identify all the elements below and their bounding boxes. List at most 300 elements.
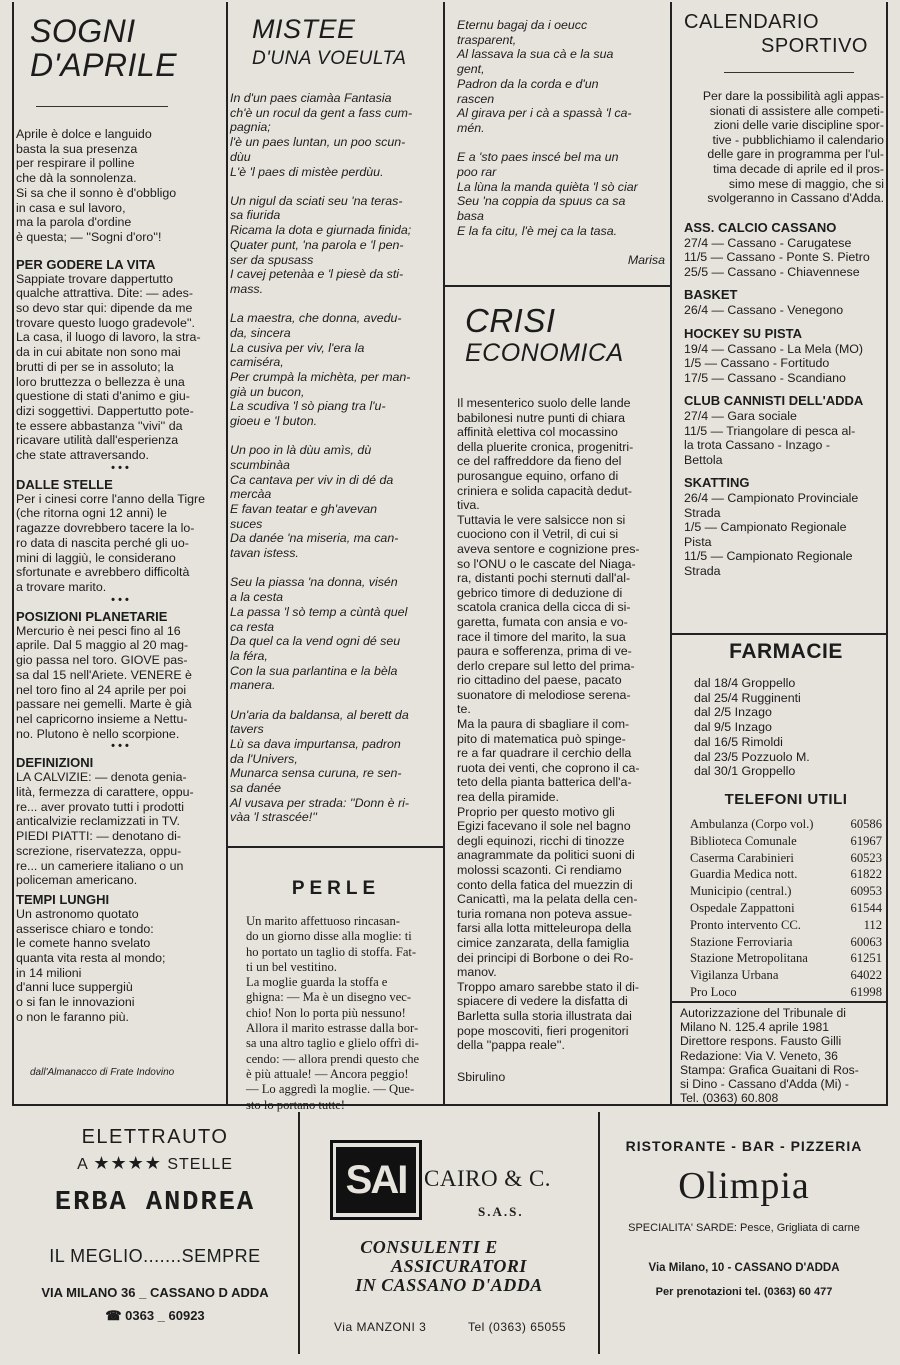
perle-text bbox=[230, 914, 442, 1113]
crisi-line: race il timore del marito, la sua bbox=[457, 629, 626, 644]
mistee-column bbox=[230, 14, 442, 844]
crisi-line: spiacere di vedere la disfatta di bbox=[457, 994, 628, 1009]
calendario-intro-line: tima decade di aprile ed il pros- bbox=[713, 161, 884, 176]
poem-line: Per crumpà la michèta, per man- bbox=[230, 369, 411, 384]
intro-line: in casa e sul lavoro, bbox=[16, 200, 126, 215]
sport-fixtures bbox=[684, 409, 884, 467]
perle-line: è più attuale! — Ancora peggio! bbox=[246, 1066, 409, 1081]
colophon-line: si Dino - Cassano d'Adda (Mi) - bbox=[680, 1077, 849, 1092]
title-underline bbox=[36, 106, 168, 107]
poem-line: La maestra, che donna, avedu- bbox=[230, 311, 402, 326]
olimpia-name: Olimpia bbox=[678, 1165, 810, 1207]
sogni-title-line1: SOGNI bbox=[30, 13, 136, 49]
crisi-line: garetta, fumata con ansia e vo- bbox=[457, 614, 628, 629]
telefono-row bbox=[690, 816, 882, 833]
section-line: ricavare utilità dall'esperienza bbox=[16, 433, 179, 448]
sai-tel: Tel (0363) 65055 bbox=[468, 1320, 567, 1334]
calendario-intro-line: sionati di assistere alle competi- bbox=[709, 103, 884, 118]
column-rule-1 bbox=[226, 2, 228, 1104]
crisi-line: molossi scazonti. Ci rendiamo bbox=[457, 863, 622, 877]
perle-top-rule bbox=[228, 846, 443, 848]
elettrauto-name: ERBA ANDREA bbox=[54, 1188, 256, 1218]
crisi-line: dei principi di Borbone o dei Ro- bbox=[457, 950, 634, 965]
section-line: ro data di nascita perché gli uo- bbox=[16, 535, 189, 550]
fixture-line: la trota Cassano - Inzago - bbox=[684, 438, 831, 453]
farmacia-line: dal 9/5 Inzago bbox=[694, 720, 772, 735]
poem-line: trasparent, bbox=[457, 32, 517, 47]
colophon-text bbox=[678, 1006, 884, 1105]
perle-line: ghigna: — Ma è un disegno vec- bbox=[246, 990, 412, 1005]
poem-line: dùu bbox=[230, 149, 251, 164]
poem-line: Quater punt, 'na parola e 'l pen- bbox=[230, 237, 404, 252]
crisi-line: Ma la paura di sbagliare il com- bbox=[457, 717, 630, 732]
farmacie-top-rule bbox=[670, 633, 886, 635]
crisi-line: cimice zanzarata, della famiglia bbox=[457, 935, 630, 950]
fixture-line: Strada bbox=[684, 563, 721, 578]
calendario-groups bbox=[684, 220, 884, 579]
elettrauto-heading: ELETTRAUTO bbox=[81, 1126, 229, 1148]
crisi-line: purosangue equino, orfano di bbox=[457, 468, 619, 483]
section-line: a trovare marito. bbox=[16, 579, 107, 594]
crisi-title-line2: ECONOMICA bbox=[465, 339, 624, 367]
sport-heading: SKATTING bbox=[684, 475, 750, 491]
poem-line: da, sincera bbox=[230, 325, 291, 340]
section-line: mini di laggiù, le considerano bbox=[16, 550, 176, 565]
poem-line: Lù sa dava impurtansa, padron bbox=[230, 736, 401, 751]
section-line: Sappiate trovare dappertutto bbox=[16, 271, 174, 286]
fixture-line: 26/4 — Cassano - Venegono bbox=[684, 303, 844, 318]
crisi-line: conto della fatica del muezzin di bbox=[457, 877, 633, 892]
telefono-row bbox=[690, 984, 882, 1001]
poem-line: Ca cantava per viv in di dé da bbox=[230, 472, 394, 487]
elettrauto-stelle: STELLE bbox=[167, 1156, 233, 1173]
perle-line: Un marito affettuoso rincasan- bbox=[246, 914, 400, 928]
perle-line: chio! Non lo porta più nessuno! bbox=[246, 1005, 406, 1020]
poem-line: gent, bbox=[457, 62, 485, 77]
intro-line: che dà la sonnolenza. bbox=[16, 171, 137, 186]
section-line: le comete hanno svelato bbox=[16, 936, 151, 951]
fixture-line: 25/5 — Cassano - Chiavennese bbox=[684, 264, 860, 279]
crisi-column bbox=[457, 293, 669, 1093]
poem-line: Da danée 'na miseria, ma can- bbox=[230, 531, 399, 546]
poem-stanza bbox=[230, 194, 442, 297]
section-line: questione di stati d'animo e giu- bbox=[16, 389, 190, 404]
farmacia-line: dal 18/4 Groppello bbox=[694, 676, 796, 690]
section-line: trovare questo luogo gradevole''. bbox=[16, 315, 196, 330]
almanacco-credit: dall'Almanacco di Frate Indovino bbox=[30, 1066, 175, 1078]
fixture-line: Bettola bbox=[684, 452, 723, 467]
fixture-line: 11/5 — Campionato Regionale bbox=[684, 549, 853, 564]
poem-line: la féra, bbox=[230, 648, 268, 663]
calendario-column bbox=[684, 10, 884, 632]
poem-line: poo rar bbox=[457, 164, 497, 179]
section-line: La casa, il luogo di lavoro, la stra- bbox=[16, 330, 201, 345]
crisi-line: babilonesi nutre punti di chiara bbox=[457, 410, 626, 425]
telefono-name: Guardia Medica nott. bbox=[690, 867, 798, 882]
telefono-row bbox=[690, 934, 882, 951]
poem-stanza bbox=[230, 708, 442, 826]
elettrauto-phone-line bbox=[12, 1308, 298, 1324]
telefono-row bbox=[690, 917, 882, 934]
crisi-line: ce del raffreddore da fieno del bbox=[457, 454, 622, 469]
poem-line: Da quel ca la vend ogni dé seu bbox=[230, 634, 401, 649]
sport-fixtures bbox=[684, 491, 884, 578]
crisi-line: pito di matematica può spinge- bbox=[457, 731, 626, 746]
intro-line: ma la parola d'ordine bbox=[16, 215, 132, 230]
section-line: policeman americano. bbox=[16, 873, 138, 888]
section-line: LA CALVIZIE: — denota genia- bbox=[16, 770, 187, 785]
telefono-name: Ospedale Zappattoni bbox=[690, 900, 795, 915]
poem-line: pagnia; bbox=[230, 120, 271, 135]
colophon-line: Tel. (0363) 60.808 bbox=[680, 1091, 779, 1106]
poem-line: Munarca sensa curuna, re sen- bbox=[230, 766, 402, 781]
fixture-line: 11/5 — Triangolare di pesca al- bbox=[684, 423, 856, 438]
section-line: passare nei gemelli. Marte è già bbox=[16, 697, 192, 712]
sai-line2: ASSICURATORI bbox=[391, 1256, 527, 1276]
farmacie-list bbox=[690, 676, 882, 779]
sai-logo: SAI bbox=[336, 1147, 416, 1213]
section-line: d'anni luce suppergiù bbox=[16, 980, 133, 995]
perle-line: sa una altro taglio e glielo offrì di- bbox=[246, 1036, 419, 1051]
elettrauto-ad bbox=[12, 1112, 300, 1354]
poem-line: Al lassava la sua cà e la sua bbox=[457, 47, 614, 62]
telefono-name: Pronto intervento CC. bbox=[690, 917, 801, 932]
section-line: (che ritorna ogni 12 anni) le bbox=[16, 506, 167, 521]
poem-stanza bbox=[230, 91, 442, 179]
colophon-box bbox=[678, 1006, 884, 1106]
section-line: aprile. Dal 5 maggio al 20 mag- bbox=[16, 638, 189, 653]
telefono-number: 64022 bbox=[850, 968, 882, 983]
farmacie-telefoni-box bbox=[690, 640, 882, 1000]
section-line: nel capricorno insieme a Nettu- bbox=[16, 711, 188, 726]
crisi-paragraph bbox=[457, 513, 669, 717]
telefono-number: 112 bbox=[863, 917, 882, 932]
fixture-line: 27/4 — Cassano - Carugatese bbox=[684, 235, 852, 250]
section-heading: TEMPI LUNGHI bbox=[16, 891, 110, 907]
poem-stanza bbox=[230, 443, 442, 561]
column-rule-2 bbox=[443, 2, 445, 1104]
intro-line: Aprile è dolce e languido bbox=[16, 127, 152, 141]
section-heading: DALLE STELLE bbox=[16, 476, 113, 492]
section-line: te essere abbastanza ''vivi'' da bbox=[16, 418, 183, 433]
farmacia-line: dal 25/4 Rugginenti bbox=[694, 690, 801, 705]
section-line: Per i cinesi corre l'anno della Tigre bbox=[16, 491, 206, 506]
poem-line: ser da spusass bbox=[230, 252, 314, 267]
poem-line: manera. bbox=[230, 678, 276, 693]
poem-line: mén. bbox=[457, 120, 485, 135]
crisi-line: derlo crepare sul letto del prima- bbox=[457, 658, 635, 673]
section-line: brutti di per se in assoluto; la bbox=[16, 359, 174, 374]
crisi-line: Troppo amaro sarebbe stato il di- bbox=[457, 979, 640, 994]
section-line: ragazze dovrebbero tacere la lo- bbox=[16, 521, 195, 536]
section-line: lità, fermezza di carattere, oppu- bbox=[16, 785, 194, 800]
mistee-title: MISTEE bbox=[252, 14, 356, 44]
section-line: o si fan le innovazioni bbox=[16, 995, 135, 1010]
poem-line: Con la sua parlantina e la bèla bbox=[230, 663, 398, 678]
poem-line: Padron da la corda e d'un bbox=[457, 76, 599, 91]
colophon-line: Milano N. 125.4 aprile 1981 bbox=[680, 1020, 830, 1035]
separator-dots: • • • bbox=[111, 593, 129, 606]
crisi-paragraph bbox=[457, 805, 669, 980]
intro-line: per respirare il polline bbox=[16, 156, 135, 171]
section-line: da in cui abitate non sono mai bbox=[16, 345, 181, 360]
elettrauto-address: VIA MILANO 36 _ CASSANO D ADDA bbox=[41, 1285, 269, 1300]
poem-stanza bbox=[230, 311, 442, 429]
phone-icon: ☎ bbox=[105, 1308, 122, 1323]
poem-line: Eternu bagaj da i oeucc bbox=[457, 18, 588, 32]
poem-line: sa fiurida bbox=[230, 208, 281, 223]
crisi-line: tiva. bbox=[457, 498, 480, 513]
fixture-line: 17/5 — Cassano - Scandiano bbox=[684, 370, 846, 385]
telefono-name: Stazione Ferroviaria bbox=[690, 934, 793, 949]
olimpia-booking: Per prenotazioni tel. (0363) 60 477 bbox=[655, 1286, 833, 1298]
poem-line: vàa 'l strascée!'' bbox=[230, 810, 317, 825]
poem-line: ca resta bbox=[230, 619, 275, 634]
crisi-line: so l'ONU o le cascate del Niaga- bbox=[457, 556, 636, 571]
mistee-subtitle: D'UNA VOEULTA bbox=[252, 48, 407, 69]
poem-line: In d'un paes ciamàa Fantasia bbox=[230, 91, 392, 105]
poem-line: La cusiva per viv, l'era la bbox=[230, 340, 365, 355]
mistee-author: Marisa bbox=[627, 252, 665, 267]
crisi-author: Sbirulino bbox=[457, 1069, 506, 1084]
poem-line: E la fa citu, l'è mej ca la tasa. bbox=[457, 223, 618, 238]
calendario-intro-line: svolgeranno in Cassano d'Adda. bbox=[707, 191, 884, 206]
farmacia-line: dal 30/1 Groppello bbox=[694, 764, 796, 779]
intro-line: è questa; — ''Sogni d'oro''! bbox=[16, 229, 162, 244]
telefono-number: 61967 bbox=[850, 833, 882, 848]
poem-line: Al girava per i cà a spassà 'l ca- bbox=[457, 106, 632, 121]
telefono-number: 61998 bbox=[850, 984, 882, 999]
section-heading: POSIZIONI PLANETARIE bbox=[16, 608, 168, 624]
poem-line: suces bbox=[230, 516, 263, 531]
elettrauto-phone: 0363 _ 60923 bbox=[125, 1308, 205, 1323]
poem-line: La passa 'l sò temp a cùntà quel bbox=[230, 604, 408, 619]
section-line: quanta vita resta al mondo; bbox=[16, 951, 166, 966]
fixture-line: 1/5 — Campionato Regionale bbox=[684, 520, 847, 535]
telefono-row bbox=[690, 866, 882, 883]
poem-line: Al vusava per strada: ''Donn è ri- bbox=[230, 795, 409, 810]
poem-line: rascen bbox=[457, 91, 495, 106]
perle-line: sto lo portano tutte! bbox=[246, 1097, 345, 1112]
fixture-line: Strada bbox=[684, 505, 721, 520]
section-line: sfortunate e avrebbero difficoltà bbox=[16, 565, 190, 580]
poem-line: tavan istess. bbox=[230, 546, 299, 561]
crisi-top-rule bbox=[443, 285, 670, 287]
crisi-line: pope moscoviti, fieri progenitori bbox=[457, 1023, 629, 1038]
perle-line: do un giorno disse alla moglie: ti bbox=[246, 929, 412, 944]
calendario-intro-line: tive - pubblichiamo il calendario bbox=[712, 132, 884, 147]
crisi-line: affinità elettiva col mocassino bbox=[457, 425, 618, 440]
poem-line: camiséra, bbox=[230, 355, 284, 370]
sogni-column bbox=[16, 14, 224, 1094]
telefono-row bbox=[690, 833, 882, 850]
sai-ad bbox=[302, 1112, 596, 1354]
crisi-line: Il mesenterico suolo delle lande bbox=[457, 396, 631, 410]
section-line: loro bruttezza o bellezza è una bbox=[16, 374, 185, 389]
poem-line: E favan teatar e gh'avevan bbox=[230, 502, 378, 517]
section-line: qualche attrattiva. Dite: — ades- bbox=[16, 286, 193, 301]
sai-line3: IN CASSANO D'ADDA bbox=[355, 1275, 543, 1295]
calendario-intro-line: zioni delle varie discipline spor- bbox=[713, 118, 884, 133]
section-body bbox=[16, 492, 224, 595]
fixture-line: 1/5 — Cassano - Fortitudo bbox=[684, 356, 830, 371]
column-rule-3 bbox=[670, 2, 672, 1104]
olimpia-top: RISTORANTE - BAR - PIZZERIA bbox=[625, 1138, 863, 1154]
sai-slogan bbox=[302, 1238, 596, 1295]
frame-left-rule bbox=[12, 2, 14, 1104]
telefono-number: 61544 bbox=[850, 900, 882, 915]
farmacia-line: dal 16/5 Rimoldi bbox=[694, 734, 783, 749]
crisi-line: ruota dei venti, che coprono il ca- bbox=[457, 760, 640, 775]
separator-dots: • • • bbox=[111, 740, 129, 753]
crisi-line: rea della piramide. bbox=[457, 790, 559, 805]
calendario-title-line2: SPORTIVO bbox=[761, 35, 868, 57]
perle-line: Allora il marito estrasse dalla bor- bbox=[246, 1021, 419, 1036]
crisi-line: Tuttavia le vere salsicce non si bbox=[457, 512, 626, 527]
calendario-intro-line: delle gare in programma per l'ul- bbox=[707, 147, 884, 162]
poem-line: tavers bbox=[230, 722, 264, 737]
elettrauto-stars-line bbox=[12, 1153, 298, 1174]
perle-box bbox=[230, 852, 442, 1112]
crisi-line: re a far quadrare il cerchio della bbox=[457, 746, 632, 761]
sport-fixtures bbox=[684, 342, 884, 386]
olimpia-ad bbox=[598, 1112, 888, 1354]
sport-heading: CLUB CANNISTI DELL'ADDA bbox=[684, 393, 864, 409]
telefono-name: Municipio (central.) bbox=[690, 884, 792, 899]
crisi-line: degli equinozi, ricchi di tinozze bbox=[457, 833, 625, 848]
crisi-line: Canicattì, ma la pelata della cen- bbox=[457, 892, 638, 907]
telefono-name: Vigilanza Urbana bbox=[690, 968, 779, 983]
sport-fixtures bbox=[684, 303, 884, 318]
crisi-paragraph bbox=[457, 980, 669, 1053]
star-icons: ★★★★ bbox=[93, 1153, 162, 1173]
colophon-line: Redazione: Via V. Veneto, 36 bbox=[680, 1048, 838, 1063]
poem-stanza bbox=[457, 18, 669, 136]
perle-title: PERLE bbox=[291, 878, 381, 899]
section-body bbox=[16, 272, 224, 463]
poem-line: a la cesta bbox=[230, 590, 284, 605]
poem-line: I cavej petenàa e 'l piesè da sti- bbox=[230, 267, 404, 282]
crisi-line: paura e sofferenza, prima di ve- bbox=[457, 644, 632, 659]
telefono-name: Ambulanza (Corpo vol.) bbox=[690, 816, 814, 831]
section-heading: DEFINIZIONI bbox=[16, 755, 94, 771]
poem-line: mercàa bbox=[230, 487, 272, 502]
crisi-line: aveva sentore e cognizione pres- bbox=[457, 541, 640, 556]
poem-line: scumbinàa bbox=[230, 457, 290, 472]
poem-line: L'è 'l paes di mistèe perdùu. bbox=[230, 164, 384, 179]
poem-line: mass. bbox=[230, 281, 264, 296]
section-line: anticalvizie reclamizzati in TV. bbox=[16, 814, 180, 829]
sport-heading: BASKET bbox=[684, 287, 738, 303]
crisi-line: rio cittadino del paese, pacato bbox=[457, 673, 622, 688]
calendario-intro-line: Per dare la possibilità agli appas- bbox=[702, 89, 884, 103]
section-line: nel toro fino al 24 aprile per poi bbox=[16, 682, 187, 697]
perle-line: cendo: — allora prendi questo che bbox=[246, 1051, 420, 1066]
crisi-line: Barletta sulla storia illustrata dai bbox=[457, 1008, 632, 1023]
section-body bbox=[16, 907, 224, 1025]
crisi-line: manov. bbox=[457, 965, 497, 980]
poem-line: gioeu e 'l buton. bbox=[230, 414, 318, 429]
crisi-line: farsi alla lotta mitteleuropa della bbox=[457, 921, 632, 936]
telefono-number: 60953 bbox=[850, 884, 882, 899]
poem-line: Un'aria da baldansa, al berett da bbox=[230, 707, 409, 722]
intro-line: Si sa che il sonno è d'obbligo bbox=[16, 185, 177, 200]
section-line: PIEDI PIATTI: — denotano di- bbox=[16, 829, 182, 844]
crisi-line: Proprio per questo motivo gli bbox=[457, 804, 615, 819]
section-line: Mercurio è nei pesci fino al 16 bbox=[16, 623, 181, 638]
crisi-title-line1: CRISI bbox=[465, 302, 556, 339]
section-line: gio passa nel toro. GIOVE pas- bbox=[16, 653, 188, 668]
poem-line: La lùna la manda quièta 'l sò ciar bbox=[457, 179, 638, 194]
olimpia-address: Via Milano, 10 - CASSANO D'ADDA bbox=[648, 1262, 840, 1274]
telefono-number: 60523 bbox=[850, 850, 882, 865]
section-line: Un astronomo quotato bbox=[16, 906, 139, 921]
telefono-row bbox=[690, 883, 882, 900]
crisi-line: teto della pianta batterica dell'a- bbox=[457, 775, 632, 790]
crisi-line: Egizi facevano il sole nel bagno bbox=[457, 819, 631, 834]
sai-line1: CONSULENTI E bbox=[360, 1237, 498, 1257]
section-line: so devo star qui: dipende da me bbox=[16, 301, 193, 316]
colophon-line: Autorizzazione del Tribunale di bbox=[680, 1006, 846, 1020]
telefono-row bbox=[690, 900, 882, 917]
section-line: che state attraversando. bbox=[16, 448, 149, 463]
poem-line: Ricama la dota e giurnada finida; bbox=[230, 223, 412, 238]
telefono-number: 60063 bbox=[850, 934, 882, 949]
crisi-line: gebrico timore di deduzione di bbox=[457, 585, 623, 600]
poem-line: La scudiva 'l sò piang tra l'u- bbox=[230, 399, 386, 414]
perle-line: ho portato un taglio di stoffa. Fat- bbox=[246, 944, 417, 959]
poem-line: E a 'sto paes inscé bel ma un bbox=[457, 150, 619, 165]
crisi-line: della pluerite cronica, progenitri- bbox=[457, 439, 634, 454]
telefoni-title: TELEFONI UTILI bbox=[724, 790, 848, 808]
elettrauto-slogan: IL MEGLIO.......SEMPRE bbox=[49, 1246, 261, 1266]
telefono-name: Pro Loco bbox=[690, 984, 737, 999]
calendario-intro bbox=[684, 89, 884, 206]
perle-line: — Lo aggredì la moglie. — Que- bbox=[246, 1082, 415, 1097]
frame-right-rule bbox=[886, 2, 888, 1104]
crisi-paragraph bbox=[457, 717, 669, 805]
colophon-line: Direttore respons. Fausto Gilli bbox=[680, 1034, 842, 1049]
poem-line: basa bbox=[457, 208, 484, 223]
crisi-line: ra, distanti pochi sternuti dall'al- bbox=[457, 571, 631, 586]
mistee-poem bbox=[230, 91, 442, 825]
section-heading: PER GODERE LA VITA bbox=[16, 256, 156, 272]
poem-line: da l'Univers, bbox=[230, 751, 298, 766]
crisi-line: anagrammate da politici suoni di bbox=[457, 848, 635, 863]
calendario-title-line1: CALENDARIO bbox=[684, 11, 820, 33]
crisi-line: cuociono con il Vetril, di cui si bbox=[457, 527, 619, 542]
telefoni-list bbox=[690, 816, 882, 1001]
telefono-row bbox=[690, 967, 882, 984]
calendario-underline bbox=[724, 72, 854, 73]
sogni-title-line2: D'APRILE bbox=[30, 47, 178, 83]
olimpia-spec: SPECIALITA' SARDE: Pesce, Grigliata di carne bbox=[628, 1222, 860, 1234]
sogni-sections bbox=[16, 257, 224, 1025]
poem-stanza bbox=[457, 150, 669, 238]
section-line: no. Plutono è nello scorpione. bbox=[16, 726, 180, 741]
colophon-top-rule bbox=[670, 1001, 886, 1003]
poem-line: ch'è un rocul da gent a fass cum- bbox=[230, 105, 413, 120]
telefono-number: 61822 bbox=[850, 867, 882, 882]
poem-line: Seu la piassa 'na donna, visén bbox=[230, 575, 398, 590]
fixture-line: 27/4 — Gara sociale bbox=[684, 409, 797, 424]
section-line: re... un cameriere italiano o un bbox=[16, 858, 184, 873]
section-body bbox=[16, 624, 224, 742]
sogni-intro bbox=[16, 127, 224, 245]
section-body bbox=[16, 770, 224, 888]
farmacia-line: dal 2/5 Inzago bbox=[694, 705, 772, 720]
telefono-number: 61251 bbox=[850, 951, 882, 966]
